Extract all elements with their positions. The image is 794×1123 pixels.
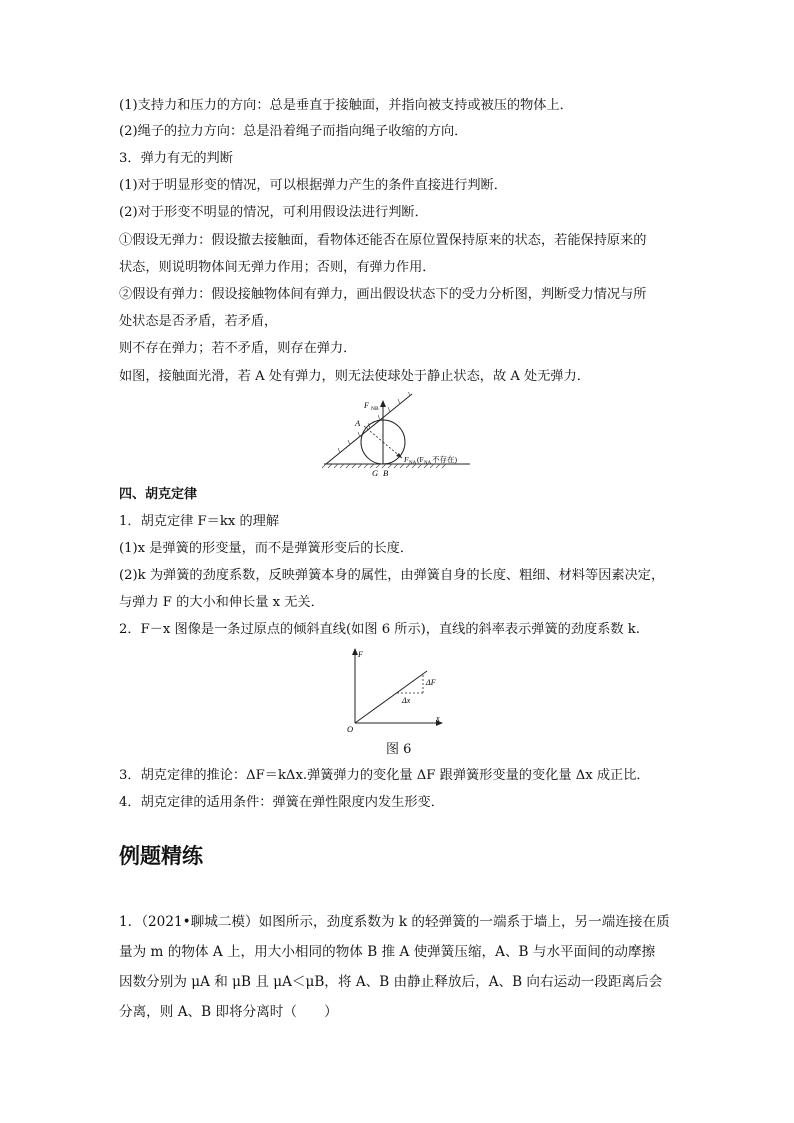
- text-line: ②假设有弹力：假设接触物体间有弹力，画出假设状态下的受力分析图，判断受力情况与所: [119, 287, 647, 302]
- text-line: (1)支持力和压力的方向：总是垂直于接触面，并指向被支持或被压的物体上．: [119, 98, 573, 113]
- question-line: 量为 m 的物体 A 上，用大小相同的物体 B 推 A 使弹簧压缩，A、B 与水平面间的动摩擦: [119, 944, 656, 960]
- label-b: B: [383, 468, 389, 478]
- text-line: (2)绳子的拉力方向：总是沿着绳子而指向绳子收缩的方向．: [119, 124, 468, 139]
- svg-text:(F: (F: [417, 455, 424, 464]
- label-a: A: [355, 418, 361, 428]
- text-line: 1．胡克定律 F＝kx 的理解: [119, 514, 280, 529]
- label-fnb: F: [364, 401, 369, 410]
- question-line: 分离，则 A、B 即将分离时（ ）: [119, 1004, 338, 1020]
- text-line: 3．弹力有无的判断: [119, 151, 233, 166]
- axis-x-label: x: [436, 714, 440, 723]
- text-line: (2)对于形变不明显的情况，可利用假设法进行判断．: [119, 205, 428, 220]
- question-line: 因数分别为 μA 和 μB 且 μA＜μB，将 A、B 由静止释放后，A、B 向右运动一段距离后会: [119, 974, 663, 990]
- label-fna: F: [404, 455, 409, 464]
- section-heading: 四、胡克定律: [119, 487, 198, 502]
- text-line: 则不存在弹力；若不矛盾，则存在弹力．: [119, 341, 357, 356]
- text-line: 与弹力 F 的大小和伸长量 x 无关．: [119, 595, 324, 610]
- text-line: 如图，接触面光滑，若 A 处有弹力，则无法使球处于静止状态，故 A 处无弹力．: [119, 369, 590, 384]
- text-line: 状态，则说明物体间无弹力作用；否则，有弹力作用．: [119, 260, 436, 275]
- text-line: 4．胡克定律的适用条件：弹簧在弹性限度内发生形变．: [119, 795, 444, 810]
- section-title-examples: 例题精练: [119, 844, 203, 868]
- svg-text:NB: NB: [371, 406, 379, 412]
- delta-f-label: ΔF: [426, 678, 436, 687]
- text-line: (1)x 是弹簧的形变量，而不是弹簧形变后的长度．: [119, 541, 414, 556]
- text-line: 3．胡克定律的推论：ΔF＝kΔx.弹簧弹力的变化量 ΔF 跟弹簧形变量的变化量 Δx 成正比．: [119, 768, 650, 783]
- figure-caption: 图 6: [386, 742, 412, 757]
- text-line: 处状态是否矛盾，若矛盾，: [119, 314, 278, 329]
- ball-incline-figure: [320, 392, 480, 478]
- label-g: G: [372, 468, 379, 478]
- question-line: 1．（2021•聊城二模）如图所示，劲度系数为 k 的轻弹簧的一端系于墙上，另一端连接在质: [119, 914, 670, 930]
- svg-text:NA: NA: [409, 461, 417, 466]
- text-line: (2)k 为弹簧的劲度系数，反映弹簧本身的属性，由弹簧自身的长度、粗细、材料等因素决定，: [119, 568, 665, 583]
- svg-text:不存在): 不存在): [432, 455, 457, 464]
- text-line: ①假设无弹力：假设撤去接触面，看物体还能否在原位置保持原来的状态，若能保持原来的: [119, 233, 647, 248]
- origin-label: O: [347, 724, 354, 734]
- axis-y-label: F: [358, 650, 363, 659]
- text-line: 2．F－x 图像是一条过原点的倾斜直线(如图 6 所示)，直线的斜率表示弹簧的劲度系数 k.: [119, 622, 640, 637]
- delta-x-label: Δx: [402, 696, 411, 705]
- hooke-law-graph: [340, 645, 450, 735]
- svg-text:NA: NA: [424, 461, 432, 466]
- text-line: (1)对于明显形变的情况，可以根据弹力产生的条件直接进行判断．: [119, 178, 507, 193]
